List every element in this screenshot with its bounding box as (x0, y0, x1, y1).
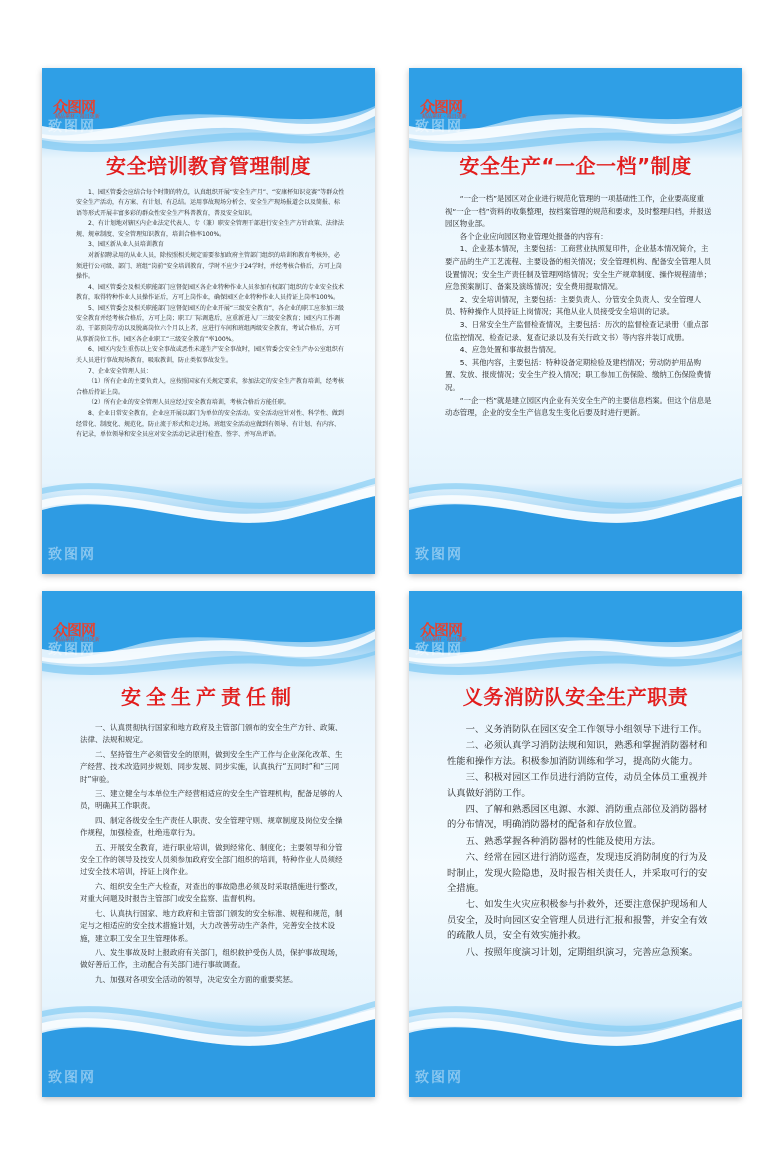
watermark: 致图网 (415, 119, 463, 135)
paragraph: “一企一档”就是建立园区内企业有关安全生产的主要信息档案。但这个信息是动态管理，企业的安全生产信息发生变化后要及时进行更新。 (445, 395, 712, 418)
logo-mark: 众图网 (53, 98, 96, 116)
logo-mark: 众图网 (53, 621, 96, 639)
poster-body (76, 188, 345, 441)
paragraph: “一企一档”是园区对企业进行规范化管理的一项基础性工作，企业要高度重视“一企一档”资料的收集整理，按档案管理的规范和要求，及时整理归档，并报送园区物业部。 (445, 194, 712, 229)
poster-body (445, 193, 712, 420)
paragraph: 2、安全培训情况，主要包括：主要负责人、分管安全负责人、安全管理人员、特种操作人员持证上岗情况；其他从业人员接受安全培训的记录。 (445, 294, 702, 317)
paragraph: 五、熟悉掌握各种消防器材的性能及使用方法。 (465, 835, 661, 847)
poster-title: 义务消防队安全生产职责 (462, 685, 689, 709)
paragraph: （1）所有企业的主要负责人，应按照国家有关规定要求，参加法定的安全生产教育培训，经考核合格后持证上岗。 (76, 378, 344, 396)
poster-one-enterprise-one-file (409, 68, 742, 574)
paragraph: 5、园区管委会及相关职能部门应督促园区的企业开展“三级安全教育”，各企业的职工应参加三级安全教育并经考核合格后，方可上岗；职工厂际调遣后，应重新进入厂三级安全教育；园区内工作调动、干部顶岗劳动以及脱离岗位六个月以上者，应进行车间和班组两级安全教育，考试合格后，方可从事新岗位工作。园区各企业职工“三级安全教育”率100%。 (76, 304, 345, 343)
paragraph: 六、组织安全生产大检查，对查出的事故隐患必须及时采取措施进行整改，对重大问题及时报告主管部门或安全监察、监督机构。 (80, 881, 343, 904)
logo-tagline: 精品素材 · 每日更新 (422, 637, 467, 643)
paragraph: 2、有计划地对辖区内企业法定代表人、专（兼）职安全管理干部进行安全生产方针政策、法律法规、规章制度、安全管理知识教育，培训合格率100%。 (76, 220, 344, 238)
watermark: 致图网 (415, 642, 463, 658)
poster-title: 安全培训教育管理制度 (106, 154, 311, 178)
paragraph: 六、经常在园区进行消防巡查，发现违反消防制度的行为及时制止，发现火险隐患，及时报告相关责任人，并采取可行的安全措施。 (447, 852, 708, 895)
paragraph: 二、必须认真学习消防法规和知识，熟悉和掌握消防器材和性能和操作方法。积极参加消防训练和学习，提高防火能力。 (447, 740, 708, 767)
logo-tagline: 精品素材 · 每日更新 (55, 114, 100, 120)
poster-training-education (42, 68, 375, 574)
logo-mark: 众图网 (420, 98, 463, 116)
paragraph: 1、企业基本情况，主要包括：工商营业执照复印件，企业基本情况简介，主要产品的生产工艺流程、主要设备的相关情况；安全管理机构、配备安全管理人员设置情况；安全生产责任制及管理网络情况；安全生产规章制度、操作规程清单；应急预案制订、备案及演练情况；安全费用提取情况。 (445, 244, 712, 292)
logo-tagline: 精品素材 · 每日更新 (422, 114, 467, 120)
paragraph: 九、加强对各项安全活动的领导，决定安全方面的重要奖惩。 (95, 974, 298, 984)
paragraph: 一、认真贯彻执行国家和地方政府及主管部门颁布的安全生产方针、政策、法律、法规和规定。 (80, 723, 343, 745)
paragraph: 4、应急处置和事故报告情况。 (459, 345, 561, 355)
paragraph: 5、其他内容，主要包括：特种设备定期检验及建档情况；劳动防护用品购置、发放、报废情况；安全生产投入情况；职工参加工伤保险、缴纳工伤保险费情况。 (445, 357, 712, 392)
paragraph: 对新招聘录用的从业人员，除按照相关规定需要参加政府主管部门组织的培训和教育考核外，必须进行公司级、部门、班组“岗前”安全培训教育，学时不应少于24学时，并经考核合格后，方可上岗操作。 (76, 252, 342, 280)
paragraph: 7、企业安全管理人员： (88, 367, 152, 375)
paragraph: 各个企业应向园区物业管理处报备的内容有： (459, 231, 608, 241)
paragraph: 七、认真执行国家、地方政府和主管部门颁发的安全标准、规程和规范，制定与之相适应的安全技术措施计划，大力改善劳动生产条件，完善安全技术设施，建立职工安全卫生管理体系。 (80, 908, 343, 943)
watermark: 致图网 (415, 547, 463, 563)
paragraph: 七、如发生火灾应积极参与扑救外，还要注意保护现场和人员安全，及时向园区安全管理人员进行汇报和报警，并安全有效的疏散人员，安全有效实施扑救。 (447, 899, 708, 942)
watermark: 致图网 (48, 642, 96, 658)
paragraph: 3、日常安全生产监督检查情况，主要包括：历次的监督检查记录册（重点部位监控情况、检查记录、复查记录以及有关行政文书）等内容并装订成册。 (445, 319, 709, 342)
paragraph: 一、义务消防队在园区安全工作领导小组领导下进行工作。 (465, 724, 708, 735)
poster-title: 安全生产“一企一档”制度 (459, 154, 692, 178)
poster-title: 安全生产责任制 (121, 685, 296, 709)
paragraph: 4、园区管委会及相关职能部门应督促园区各企业特种作业人员参加有权部门组织的专业安全技术教育，取得特种作业人员操作证后，方可上岗作业，确保园区企业特种作业人员持证上岗率100%。 (76, 283, 344, 301)
paragraph: 八、按照年度演习计划，定期组织演习，完善应急预案。 (465, 946, 699, 958)
watermark: 致图网 (48, 1070, 96, 1086)
paragraph: 八、发生事故及时上报政府有关部门，组织救护受伤人员，保护事故现场，做好善后工作，主动配合有关部门进行事故调查。 (80, 947, 343, 970)
paragraph: 6、园区内发生重伤以上安全事故或恶性未遂生产安全事故时，园区管委会安全生产办公室组织有关人员进行事故现场教育，吸取教训，防止类似事故发生。 (76, 346, 344, 364)
paragraph: 1、园区管委会应结合每个时期的特点，认真组织开展“安全生产月”、“安康杯知识竞赛”等群众性安全生产活动，有方案、有计划、有总结。运用事故现场分析会、安全生产现场报道会以及简报、标语等形式开展丰富多彩的群众性安全生产科普教育，普及安全知识。 (76, 189, 345, 217)
paragraph: 3、园区新从业人员培训教育 (88, 241, 164, 249)
paragraph: 三、积极对园区工作员进行消防宣传，动员全体员工重视并认真做好消防工作。 (447, 772, 708, 799)
poster-body (80, 722, 345, 988)
paragraph: 三、建立健全与本单位生产经营相适应的安全生产管理机构，配备足够的人员，明确其工作职责。 (80, 789, 343, 811)
poster-body (447, 722, 714, 961)
paragraph: 五、开展安全教育，进行职业培训，做到经常化、制度化；主要领导和分管安全工作的领导及技安人员须参加政府安全部门组织的培训，特种作业人员须经过安全技术培训，持证上岗作业。 (80, 842, 343, 877)
paragraph: 二、坚持管生产必须管安全的原则，做到安全生产工作与企业深化改革、生产经营、技术改造同步规划、同步发展、同步实施，认真执行“五同时”和“三同时”审验。 (80, 749, 343, 784)
paragraph: （2）所有企业的安全管理人员应经过安全教育培训，考核合格后方能任职。 (88, 399, 290, 407)
watermark: 致图网 (48, 547, 96, 563)
logo-mark: 众图网 (420, 621, 463, 639)
poster-safety-responsibility (42, 591, 375, 1097)
paragraph: 四、制定各级安全生产责任人职责、安全管理守则、规章制度及岗位安全操作规程，加强检查，杜绝违章行为。 (80, 815, 343, 838)
poster-fire-brigade-duties (409, 591, 742, 1097)
logo-tagline: 精品素材 · 每日更新 (55, 637, 100, 643)
watermark: 致图网 (415, 1070, 463, 1086)
paragraph: 四、了解和熟悉园区电源、水源、消防重点部位及消防器材的分布情况，明确消防器材的配备和存放位置。 (447, 804, 708, 831)
watermark: 致图网 (48, 119, 96, 135)
paragraph: 8、企业日常安全教育，企业应开展以部门为单位的安全活动。安全活动应针对性、科学性、做到经常化、制度化、规范化，防止流于形式和走过场。班组安全活动应做到有领导、有计划、有内容、有记录，单位领导和安全员应对安全活动记录进行检查、签字、并写出评语。 (76, 410, 344, 438)
